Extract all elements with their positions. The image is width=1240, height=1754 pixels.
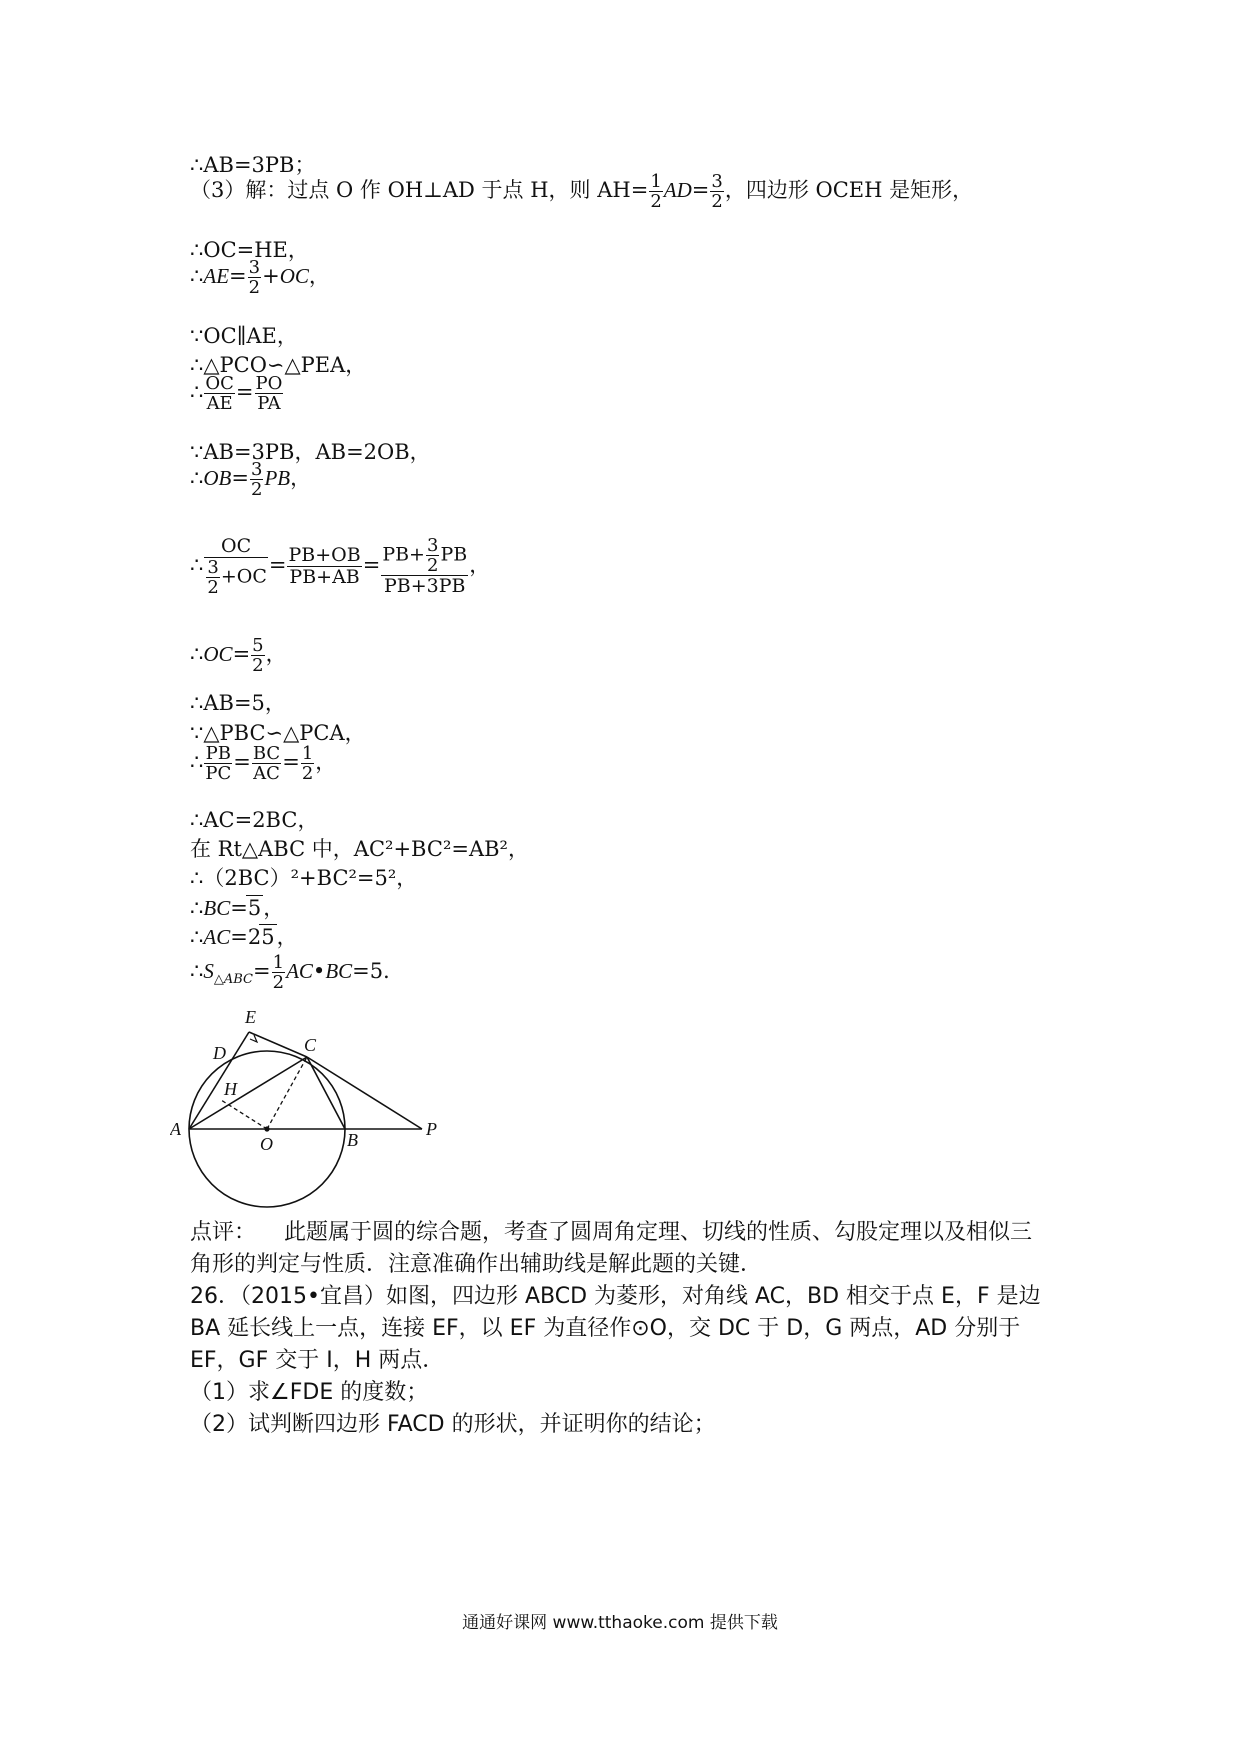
solution-line-11: ∴OC= $\frac{5}{2}$ ，: [190, 635, 287, 676]
solution-line-1: ∴AB=3PB；: [190, 153, 316, 177]
line-cb: [307, 1057, 345, 1129]
label-c: C: [304, 1035, 317, 1055]
solution-line-8: ∵AB=3PB，AB=2OB，: [190, 440, 431, 464]
page-footer: 通通好课网 www.tthaoke.com 提供下载: [462, 1613, 778, 1633]
line-cp: [307, 1057, 422, 1129]
label-a: A: [170, 1119, 181, 1139]
label-h: H: [224, 1079, 237, 1099]
line-ac: [189, 1057, 307, 1129]
solution-line-14: ∵△PBC∽△PCA，: [190, 721, 366, 745]
solution-line-4: ∴AE= $\frac{3}{2}$ +OC，: [190, 257, 330, 298]
solution-line-20: ∴AC=25，: [190, 925, 298, 949]
solution-line-13: ∴AB=5，: [190, 691, 286, 715]
problem-question-2: （2）试判断四边形 FACD 的形状，并证明你的结论；: [190, 1412, 716, 1437]
solution-line-17: 在 Rt△ABC 中，AC²+BC²=AB²，: [190, 837, 529, 861]
solution-line-2: （3）解：过点 O 作 OH⊥AD 于点 H，则 AH= $\frac{1}{2}$ AD= $\frac{3}{2}$ ，四边形 OCEH 是矩形，: [190, 171, 974, 212]
solution-line-10: ∴ OC $\frac{3}{2}$ +OC = $\frac{PB+OB}{PB+AB}$ = PB+ $\frac{3}{2}$ PB PB+3PB ，: [190, 535, 491, 598]
commentary-label: 点评：: [190, 1220, 257, 1245]
geometry-figure: [170, 1005, 500, 1215]
problem-question-1: （1）求∠FDE 的度数；: [190, 1380, 429, 1405]
label-d: D: [213, 1043, 226, 1063]
label-p: P: [426, 1119, 437, 1139]
solution-line-16: ∴AC=2BC，: [190, 808, 319, 832]
solution-line-5: ∵OC∥AE，: [190, 324, 298, 348]
commentary-text: 此题属于圆的综合题，考查了圆周角定理、切线的性质、勾股定理以及相似三角形的判定与性质．注意准确作出辅助线是解此题的关键．: [190, 1220, 1033, 1277]
right-angle-mark-e: [250, 1035, 257, 1042]
solution-line-9: ∴OB= $\frac{3}{2}$ PB，: [190, 459, 312, 500]
solution-line-7: ∴ $\frac{OC}{AE}$ = $\frac{PO}{PA}$: [190, 373, 283, 414]
label-o: O: [260, 1134, 273, 1154]
dashed-oc: [267, 1057, 307, 1129]
line-ec: [249, 1032, 307, 1057]
problem-stem: 26．（2015•宜昌）如图，四边形 ABCD 为菱形，对角线 AC，BD 相交于点 E，F 是边 BA 延长线上一点，连接 EF，以 EF 为直径作⊙O，交 DC 于 D，G 两点，AD 分别于 EF，GF 交于 I，H 两点．: [190, 1284, 1041, 1373]
label-b: B: [347, 1130, 358, 1150]
solution-line-15: ∴ $\frac{PB}{PC}$ = $\frac{BC}{AC}$ = $\frac{1}{2}$ ，: [190, 743, 337, 784]
center-dot: [264, 1126, 269, 1131]
solution-line-21: $\therefore S_{\triangle ABC}=$ $\frac{1}{2}$ AC•BC=5．: [190, 952, 405, 993]
solution-line-3: ∴OC=HE，: [190, 238, 309, 262]
label-e: E: [245, 1007, 256, 1027]
solution-line-19: ∴BC=5，: [190, 896, 285, 920]
solution-line-18: ∴（2BC）²+BC²=5²，: [190, 866, 418, 890]
solution-line-6: ∴△PCO∽△PEA，: [190, 353, 367, 377]
commentary: [190, 1217, 1050, 1281]
